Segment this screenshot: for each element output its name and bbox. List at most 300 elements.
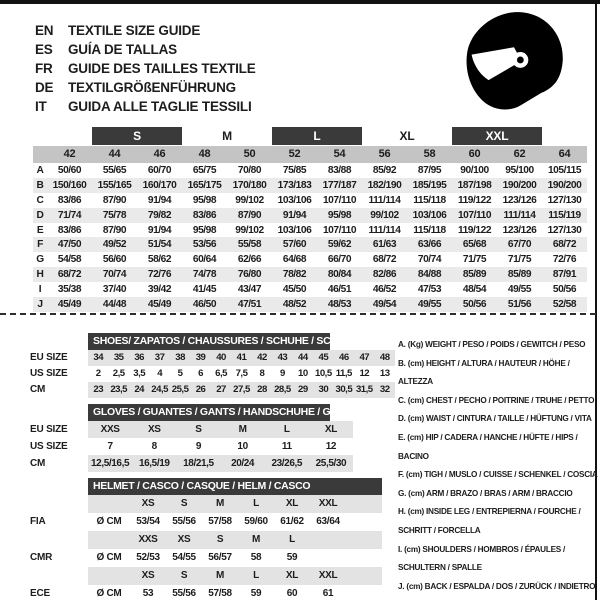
- measurement-value: 60/64: [192, 254, 217, 266]
- shoes-row-label: US SIZE: [30, 368, 68, 379]
- measurement-value: 187/198: [457, 179, 492, 191]
- shoes-value: 46: [338, 352, 349, 363]
- measurement-value: 68/72: [552, 239, 577, 251]
- measurement-value: 72/76: [552, 254, 577, 266]
- measurement-value: 90/100: [460, 165, 489, 176]
- helmet-value: 61: [322, 588, 334, 599]
- helmet-standard-label: ECE: [30, 588, 50, 599]
- helmet-size-label: XS: [141, 570, 155, 581]
- helmet-value: 59: [250, 588, 262, 599]
- measurement-value: 155/165: [97, 179, 132, 191]
- measurement-value: 61/63: [372, 239, 397, 251]
- size-group-spacer: [542, 127, 587, 145]
- helmet-standard-label: FIA: [30, 516, 46, 527]
- size-number: 46: [153, 148, 166, 160]
- measurement-row: [33, 223, 587, 238]
- helmet-values-row: [30, 513, 382, 531]
- size-group-row: [33, 127, 587, 145]
- shoes-value: 9: [280, 368, 285, 379]
- measurement-value: 46/52: [372, 284, 397, 296]
- measurement-value: 83/88: [327, 165, 352, 176]
- shoes-value: 3,5: [133, 368, 146, 379]
- measurement-value: 80/84: [327, 269, 352, 281]
- measurement-value: 68/72: [57, 269, 82, 281]
- language-code: EN: [35, 23, 54, 38]
- measurement-value: 170/180: [232, 179, 267, 191]
- measurement-value: 49/55: [507, 284, 532, 296]
- size-group-spacer: [33, 127, 92, 145]
- gloves-value: 8: [151, 441, 157, 452]
- measurement-value: 95/98: [192, 194, 217, 206]
- shoes-value: 38: [175, 352, 185, 363]
- measurement-value: 107/110: [322, 224, 357, 236]
- shoes-value: 2: [95, 368, 101, 379]
- language-code: ES: [35, 42, 53, 57]
- shoes-row-label: EU SIZE: [30, 352, 68, 363]
- language-code: FR: [35, 61, 53, 76]
- shoes-value: 24,5: [151, 384, 168, 395]
- measurement-row: [33, 267, 587, 282]
- shoes-value: 4: [157, 368, 163, 379]
- gloves-value: 18/21,5: [183, 458, 214, 469]
- helmet-size-label: M: [251, 534, 261, 545]
- measurement-value: 41/45: [192, 284, 217, 296]
- helmet-unit-spacer: [88, 567, 130, 585]
- gloves-value: 25,5/30: [315, 458, 347, 469]
- shoes-cells: [88, 382, 395, 398]
- measurement-row-letter: G: [36, 254, 44, 266]
- shoes-value: 31,5: [355, 384, 373, 395]
- measurement-row: [33, 252, 587, 267]
- helmet-size-label: L: [253, 570, 259, 581]
- shoes-value: 2,5: [112, 368, 125, 379]
- shoes-value: 43: [277, 352, 288, 363]
- measurement-value: 44/48: [102, 299, 127, 311]
- guide-title: TEXTILGRÖßENFÜHRUNG: [68, 80, 236, 95]
- helmet-values-row: [30, 549, 382, 567]
- measurement-value: 111/114: [368, 224, 401, 236]
- shoes-value: 8: [259, 368, 265, 379]
- measurement-value: 51/54: [147, 239, 172, 251]
- shoes-value: 47: [359, 352, 370, 363]
- helmet-size-label: XS: [177, 534, 191, 545]
- measurement-value: 190/200: [502, 179, 537, 191]
- measurement-value: 115/118: [413, 194, 446, 206]
- measurement-value: 47/51: [237, 299, 262, 311]
- measurement-value: 127/130: [547, 224, 582, 236]
- helmet-value: 52/53: [136, 552, 160, 563]
- measurement-value: 60/70: [147, 165, 172, 176]
- size-group-label: L: [272, 127, 362, 145]
- shoes-value: 39: [195, 352, 206, 363]
- helmet-row-label-spacer: [30, 531, 88, 549]
- measurement-row: [33, 208, 587, 223]
- shoes-value: 23: [93, 384, 104, 395]
- helmet-size-label: XL: [285, 570, 299, 581]
- measurement-value: 82/86: [372, 269, 397, 281]
- measurement-row: [33, 297, 587, 312]
- helmet-size-label: L: [289, 534, 295, 545]
- measurement-value: 87/95: [417, 165, 442, 176]
- helmet-value: 60: [286, 588, 298, 599]
- size-number: 64: [558, 148, 571, 160]
- measurement-value: 48/54: [462, 284, 487, 296]
- shoes-value: 10,5: [315, 368, 332, 379]
- measurement-row-letter: B: [36, 179, 44, 191]
- measurement-value: 43/47: [237, 284, 262, 296]
- measurement-value: 71/75: [462, 254, 487, 266]
- measurement-value: 72/76: [147, 269, 172, 281]
- measurement-value: 99/102: [370, 209, 399, 221]
- measurement-value: 91/94: [147, 194, 172, 206]
- shoes-value: 42: [257, 352, 267, 363]
- measurement-value: 49/55: [417, 299, 442, 311]
- language-title-row: [35, 97, 256, 116]
- shoes-value: 28: [257, 384, 267, 395]
- shoes-row-label: CM: [30, 384, 46, 395]
- measurement-value: 95/100: [505, 165, 534, 176]
- helmet-value-cells: [88, 585, 382, 600]
- gloves-table-title: GLOVES / GUANTES / GANTS / HANDSCHUHE / GUANTI: [88, 404, 330, 421]
- gloves-row: [30, 421, 353, 438]
- legend-item: F. (cm) TIGH / MUSLO / CUISSE / SCHENKEL / COSCIA: [398, 470, 598, 480]
- gloves-size-table: [30, 404, 361, 472]
- gloves-cells: [88, 438, 353, 455]
- measurement-value: 165/175: [187, 179, 222, 191]
- language-title-row: [35, 21, 256, 40]
- measurement-value: 111/114: [368, 194, 401, 206]
- measurement-value: 68/72: [372, 254, 397, 266]
- helmet-value: 63/64: [316, 516, 340, 527]
- gloves-value: 23/26,5: [271, 458, 303, 469]
- helmet-unit-spacer: [88, 495, 130, 513]
- shoes-value: 35: [113, 352, 124, 363]
- corner-cell: [33, 146, 47, 163]
- measurement-value: 115/118: [413, 224, 446, 236]
- legend-item: J. (cm) BACK / ESPALDA / DOS / ZURÜCK / INDIETRO: [398, 581, 596, 591]
- helmet-size-label: S: [180, 570, 188, 581]
- helmet-value: 57/58: [208, 588, 232, 599]
- shoes-value: 5: [177, 368, 183, 379]
- measurement-value: 127/130: [547, 194, 582, 206]
- size-group-label: M: [222, 129, 232, 143]
- measurement-value: 99/102: [235, 194, 264, 206]
- gloves-value: XL: [324, 424, 337, 435]
- measurement-value: 48/53: [327, 299, 352, 311]
- measurement-value: 177/187: [322, 179, 357, 191]
- helmet-sizes-row: [30, 495, 382, 513]
- measurement-value: 45/50: [282, 284, 307, 296]
- measurement-value: 150/160: [52, 179, 87, 191]
- gloves-value: L: [283, 424, 290, 435]
- shoes-row: [30, 366, 395, 382]
- gloves-value: XS: [147, 424, 161, 435]
- helmet-size-label: S: [216, 534, 224, 545]
- top-border: [0, 0, 600, 4]
- measurement-value: 50/56: [462, 299, 487, 311]
- measurement-value: 58/62: [147, 254, 172, 266]
- helmet-size-label: XXS: [138, 534, 158, 545]
- helmet-size-table: [30, 478, 382, 600]
- gloves-value: 12,5/16,5: [91, 458, 130, 469]
- helmet-unit-label: Ø CM: [96, 588, 122, 599]
- language-code: DE: [35, 80, 54, 95]
- helmet-size-label: S: [180, 498, 188, 509]
- shoes-value: 30: [318, 384, 329, 395]
- measurement-value: 91/94: [147, 224, 172, 236]
- language-title-row: [35, 40, 256, 59]
- gloves-value: 7: [107, 441, 113, 452]
- measurement-value: 87/90: [102, 194, 127, 206]
- measurement-value: 65/68: [462, 239, 487, 251]
- measurement-value: 115/119: [548, 209, 581, 221]
- shoes-value: 45: [318, 352, 329, 363]
- gloves-row: [30, 455, 353, 472]
- measurement-value: 70/74: [417, 254, 442, 266]
- measurement-value: 59/62: [327, 239, 352, 251]
- legend-item: G. (cm) ARM / BRAZO / BRAS / ARM / BRACCIO: [398, 488, 573, 498]
- measurement-value: 64/68: [282, 254, 307, 266]
- measurement-value: 63/66: [417, 239, 442, 251]
- helmet-size-cells: [88, 567, 382, 585]
- measurement-value: 95/98: [192, 224, 217, 236]
- measurement-value: 85/92: [372, 165, 397, 176]
- size-group-label: XL: [399, 129, 415, 143]
- shoes-row: [30, 382, 395, 398]
- helmet-value-cells: [88, 549, 382, 567]
- measurement-value: 103/106: [412, 209, 447, 221]
- shoes-value: 30,5: [335, 384, 353, 395]
- gloves-value: 11: [281, 441, 292, 452]
- shoes-value: 10: [298, 368, 308, 379]
- guide-title: GUIDE DES TAILLES TEXTILE: [68, 61, 256, 76]
- size-group-label: XXL: [452, 127, 542, 145]
- measurement-value: 53/56: [192, 239, 217, 251]
- helmet-table-title: HELMET / CASCO / CASQUE / HELM / CASCO: [88, 478, 382, 495]
- measurement-row: [33, 237, 587, 252]
- measurement-value: 123/126: [502, 224, 537, 236]
- measurement-value: 173/183: [277, 179, 312, 191]
- measurement-value: 51/56: [507, 299, 532, 311]
- shoes-value: 27,5: [233, 384, 250, 395]
- measurement-value: 103/106: [277, 194, 312, 206]
- helmet-size-label: XL: [285, 498, 299, 509]
- helmet-value: 56/57: [208, 552, 232, 563]
- measurement-value: 190/200: [547, 179, 582, 191]
- shoes-value: 34: [93, 352, 104, 363]
- shoes-value: 13: [379, 368, 390, 379]
- measurement-row-letter: H: [36, 269, 44, 281]
- gloves-row-label: US SIZE: [30, 441, 68, 452]
- measurement-value: 71/74: [57, 209, 82, 221]
- measurement-row-letter: E: [36, 224, 44, 236]
- shoes-value: 48: [379, 352, 390, 363]
- gloves-value: 12: [325, 441, 337, 452]
- measurement-value: 46/50: [192, 299, 217, 311]
- shoes-value: 40: [216, 352, 226, 363]
- size-number: 54: [333, 148, 346, 160]
- shoes-value: 44: [298, 352, 308, 363]
- shoes-value: 36: [134, 352, 144, 363]
- measurement-value: 95/98: [327, 209, 352, 221]
- helmet-value: 55/56: [172, 588, 196, 599]
- measurement-value: 119/122: [457, 224, 492, 236]
- measurement-value: 83/86: [192, 209, 217, 221]
- measurement-value: 70/80: [237, 165, 262, 176]
- measurement-row-letter: A: [36, 165, 44, 176]
- shoes-value: 37: [154, 352, 165, 363]
- helmet-value: 53/54: [136, 516, 160, 527]
- size-number: 56: [378, 148, 391, 160]
- measurement-row-letter: D: [36, 209, 44, 221]
- helmet-values-row: [30, 585, 382, 600]
- measurement-value: 50/60: [57, 165, 82, 176]
- helmet-size-label: M: [215, 498, 225, 509]
- measurement-value: 87/90: [102, 224, 127, 236]
- measurement-row: [33, 178, 587, 193]
- helmet-value: 61/62: [280, 516, 304, 527]
- measurement-value: 62/66: [237, 254, 262, 266]
- language-title-row: [35, 78, 256, 97]
- helmet-size-label: L: [253, 498, 259, 509]
- measurement-value: 47/50: [57, 239, 82, 251]
- helmet-sizes-row: [30, 531, 382, 549]
- gloves-value: M: [238, 424, 247, 435]
- shoes-value: 26: [195, 384, 206, 395]
- helmet-row-label-spacer: [30, 567, 88, 585]
- measurement-value: 37/40: [102, 284, 127, 296]
- helmet-row-label-spacer: [30, 495, 88, 513]
- measurement-row: [33, 163, 587, 178]
- helmet-value: 57/58: [208, 516, 232, 527]
- measurement-value: 83/86: [57, 224, 82, 236]
- textile-size-table: [33, 127, 587, 312]
- gloves-row-label: EU SIZE: [30, 424, 68, 435]
- shoes-value: 32: [379, 384, 390, 395]
- helmet-sizes-row: [30, 567, 382, 585]
- measurement-value: 55/58: [237, 239, 262, 251]
- size-number: 48: [198, 148, 211, 160]
- size-number: 62: [513, 148, 526, 160]
- measurement-value: 67/70: [507, 239, 532, 251]
- helmet-unit-label: Ø CM: [96, 516, 122, 527]
- legend-item: D. (cm) WAIST / CINTURA / TAILLE / HÜFTUNG / VITA: [398, 414, 592, 424]
- shoes-value: 6,5: [215, 368, 227, 379]
- shoes-value: 24: [134, 384, 144, 395]
- shoes-table-title: SHOES/ ZAPATOS / CHAUSSURES / SCHUHE / SCARPE: [88, 333, 330, 350]
- shoes-row: [30, 350, 395, 366]
- legend-item: I. (cm) SHOULDERS / HOMBROS / ÉPAULES / SCHULTERN / SPALLE: [398, 544, 566, 573]
- shoes-value: 6: [198, 368, 203, 379]
- measurement-value: 46/51: [327, 284, 352, 296]
- gloves-cells: [88, 455, 353, 472]
- helmet-value-cells: [88, 513, 382, 531]
- helmet-size-label: XXL: [318, 498, 338, 509]
- measurement-value: 45/49: [147, 299, 172, 311]
- measurement-value: 56/60: [102, 254, 127, 266]
- shoes-value: 41: [236, 352, 247, 363]
- shoes-value: 28,5: [274, 384, 291, 395]
- measurement-value: 87/90: [237, 209, 262, 221]
- measurement-value: 160/170: [142, 179, 177, 191]
- measurement-value: 76/80: [237, 269, 262, 281]
- guide-title: GUIDA ALLE TAGLIE TESSILI: [68, 99, 252, 114]
- measurement-value: 111/114: [503, 209, 536, 221]
- measurement-row: [33, 282, 587, 297]
- measurement-row-letter: C: [36, 194, 44, 206]
- measurement-value: 39/42: [147, 284, 172, 296]
- measurement-value: 74/78: [192, 269, 217, 281]
- shoes-cells: [88, 366, 395, 382]
- shoes-value: 11,5: [335, 368, 352, 379]
- legend-item: H. (cm) INSIDE LEG / ENTREPIERNA / FOURCHE / SCHRITT / FORCELLA: [398, 507, 581, 535]
- measurement-value: 57/60: [282, 239, 307, 251]
- helmet-value: 59: [286, 552, 298, 563]
- legend-item: A. (Kg) WEIGHT / PESO / POIDS / GEWITCH / PESO: [398, 340, 586, 349]
- measurement-value: 49/54: [372, 299, 397, 311]
- measurement-value: 52/58: [552, 299, 577, 311]
- shoes-cells: [88, 350, 395, 366]
- size-number: 42: [63, 148, 76, 160]
- measurement-value: 85/89: [507, 269, 532, 281]
- helmet-size-label: XS: [141, 498, 155, 509]
- measurement-value: 123/126: [502, 194, 537, 206]
- measurement-value: 71/75: [507, 254, 532, 266]
- size-number: 60: [468, 148, 481, 160]
- measurement-value: 78/82: [282, 269, 307, 281]
- language-title-row: [35, 59, 256, 78]
- measurement-row: [33, 193, 587, 208]
- measurement-legend: [398, 336, 598, 596]
- size-number-header-row: [33, 146, 587, 163]
- gloves-value: 16,5/19: [138, 458, 170, 469]
- size-number: 50: [243, 148, 256, 160]
- helmet-size-label: XXL: [318, 570, 338, 581]
- measurement-value: 49/52: [102, 239, 127, 251]
- measurement-value: 83/86: [57, 194, 82, 206]
- legend-item: B. (cm) HEIGHT / ALTURA / HAUTEUR / HÖHE / ALTEZZA: [398, 358, 570, 387]
- measurement-value: 84/88: [417, 269, 442, 281]
- size-number: 52: [288, 148, 301, 160]
- helmet-value: 54/55: [172, 552, 196, 563]
- measurement-value: 185/195: [412, 179, 447, 191]
- shoes-value: 25,5: [171, 384, 189, 395]
- measurement-value: 105/115: [547, 165, 582, 176]
- section-divider: [0, 313, 596, 315]
- language-code: IT: [35, 99, 47, 114]
- shoes-value: 12: [359, 368, 370, 379]
- measurement-value: 75/85: [282, 165, 307, 176]
- gloves-value: 9: [195, 441, 201, 452]
- measurement-row-letter: F: [37, 239, 43, 251]
- shoes-value: 7,5: [235, 368, 248, 379]
- gloves-value: XXS: [100, 424, 120, 435]
- helmet-size-cells: [88, 495, 382, 513]
- helmet-value: 55/56: [172, 516, 196, 527]
- helmet-size-label: M: [215, 570, 225, 581]
- measurement-value: 91/94: [282, 209, 307, 221]
- measurement-value: 35/38: [57, 284, 82, 296]
- helmet-standard-label: CMR: [30, 552, 53, 563]
- shoes-value: 29: [298, 384, 308, 395]
- measurement-value: 107/110: [457, 209, 492, 221]
- size-number: 44: [108, 148, 121, 160]
- helmet-value: 59/60: [244, 516, 268, 527]
- measurement-row-letter: I: [38, 284, 42, 296]
- measurement-value: 47/53: [417, 284, 442, 296]
- measurement-value: 85/89: [462, 269, 487, 281]
- guide-title: GUÍA DE TALLAS: [68, 42, 177, 57]
